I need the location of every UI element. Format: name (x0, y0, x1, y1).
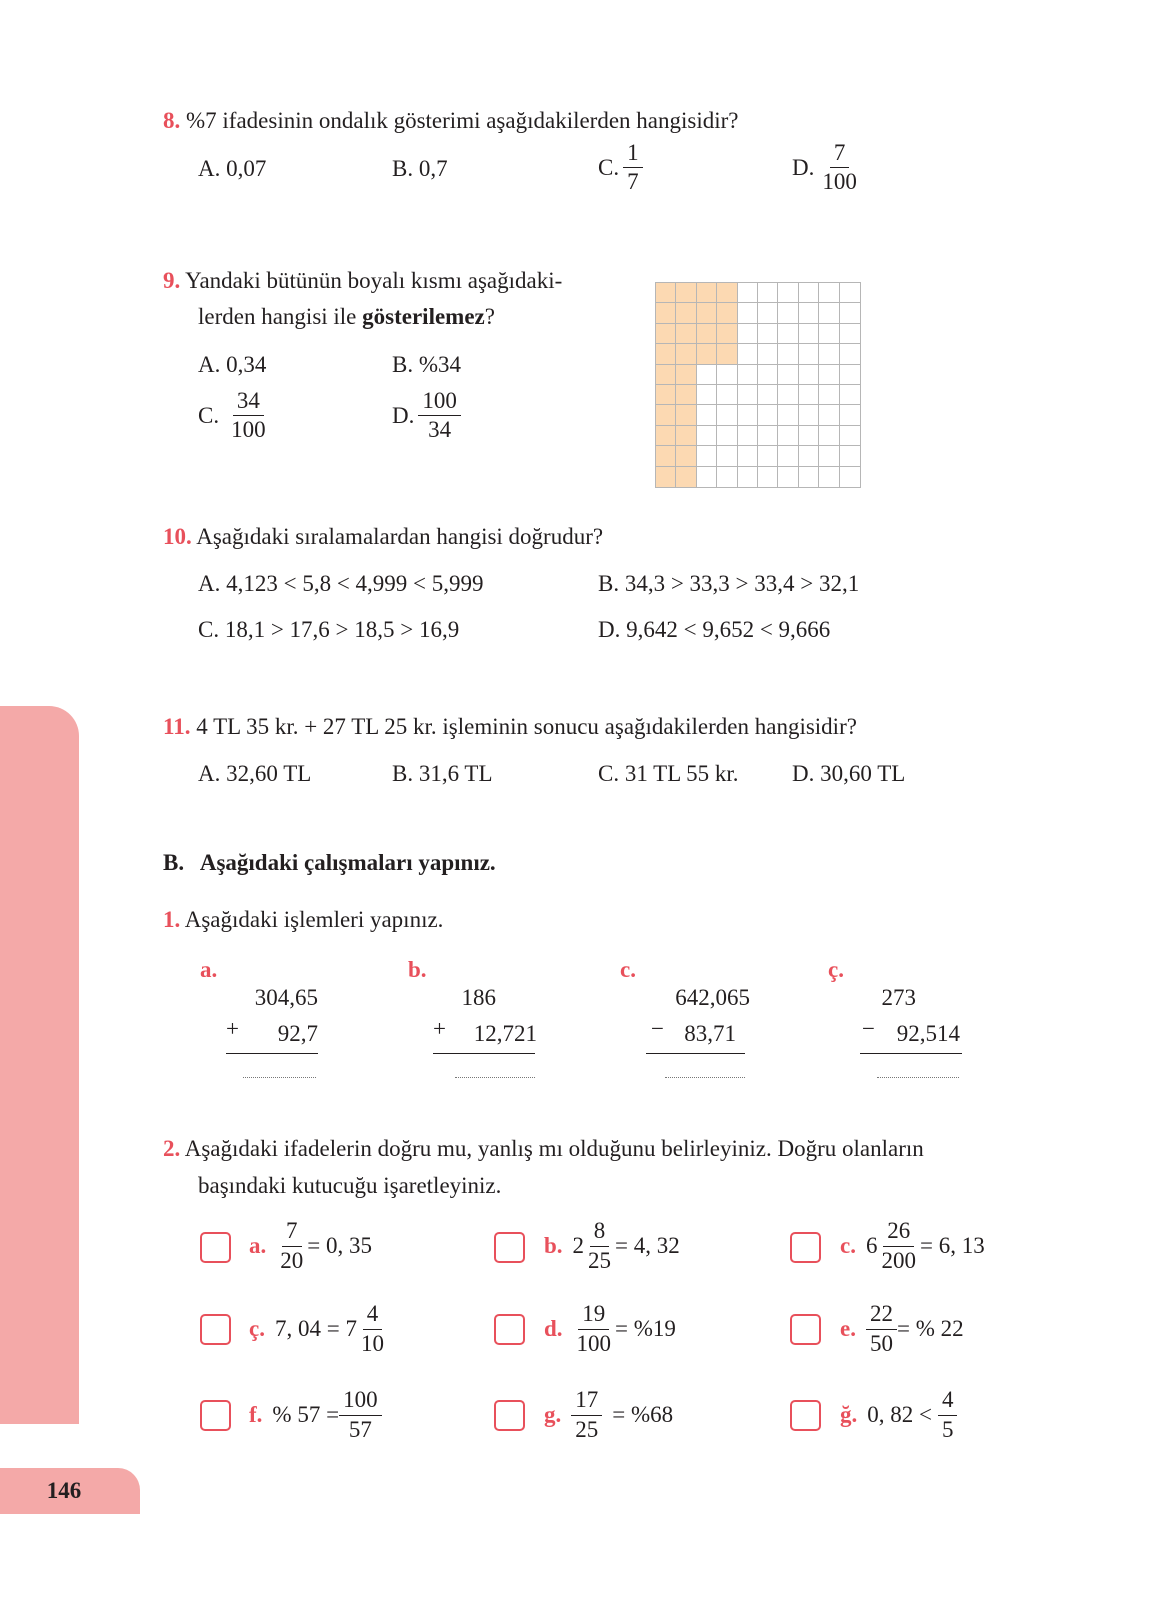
q9-option-d (392, 388, 461, 444)
q8-option-a: A. 0,07 (198, 156, 267, 181)
option-prefix: D. (792, 154, 815, 180)
checkbox-c[interactable] (790, 1232, 821, 1263)
grid-cell (799, 365, 819, 385)
q11-option-a: A. 32,60 TL (198, 761, 312, 786)
op-cc-sign: − (862, 1016, 875, 1041)
question-text: %7 ifadesinin ondalık gösterimi aşağıdakilerden hangisidir? (186, 108, 739, 133)
numerator: 34 (233, 388, 264, 416)
op-cc-line (860, 1053, 962, 1054)
grid-cell (738, 324, 758, 344)
op-b-bottom: 12,721 (473, 1021, 537, 1046)
grid-cell (697, 385, 717, 405)
exercise-text-line1: Aşağıdaki ifadelerin doğru mu, yanlış mı olduğunu belirleyiniz. Doğru olanların (184, 1136, 924, 1161)
grid-cell (799, 385, 819, 405)
grid-cell (819, 303, 839, 323)
statement-label: f. (249, 1402, 263, 1427)
checkbox-a[interactable] (200, 1232, 231, 1263)
q9-option-b: B. %34 (392, 352, 461, 377)
grid-cell (697, 467, 717, 487)
exercise-2 (163, 1136, 924, 1162)
denominator: 100 (822, 169, 857, 195)
exercise-number: 1. (163, 907, 181, 932)
grid-cell (676, 426, 696, 446)
grid-cell (676, 405, 696, 425)
statement-b (544, 1215, 680, 1277)
q10-option-a: A. 4,123 < 5,8 < 4,999 < 5,999 (198, 571, 484, 596)
question-10 (163, 524, 603, 550)
grid-cell (676, 344, 696, 364)
grid-cell (676, 303, 696, 323)
op-c-line (646, 1053, 745, 1054)
denominator: 100 (231, 417, 266, 443)
op-a-bottom: 92,7 (277, 1021, 318, 1046)
grid-cell (656, 446, 676, 466)
grid-cell (676, 446, 696, 466)
side-band (0, 706, 79, 1424)
grid-cell (656, 467, 676, 487)
grid-cell (778, 426, 798, 446)
grid-cell (758, 385, 778, 405)
statement-cc (249, 1298, 388, 1360)
checkbox-gg[interactable] (790, 1400, 821, 1431)
denominator: 25 (588, 1247, 612, 1273)
grid-cell (738, 365, 758, 385)
grid-cell (697, 405, 717, 425)
numerator: 8 (590, 1218, 610, 1246)
grid-cell (656, 426, 676, 446)
statement-a (249, 1215, 372, 1277)
q8-option-b: B. 0,7 (392, 156, 448, 181)
question-number: 9. (163, 268, 181, 293)
option-prefix: D. (392, 402, 415, 428)
q11-option-d: D. 30,60 TL (792, 761, 906, 786)
grid-cell (738, 446, 758, 466)
op-cc-bottom: 92,514 (896, 1021, 960, 1046)
q10-option-c: C. 18,1 > 17,6 > 18,5 > 16,9 (198, 617, 460, 642)
grid-cell (717, 426, 737, 446)
op-b-sign: + (433, 1016, 446, 1041)
grid-cell (717, 446, 737, 466)
grid-cell (717, 344, 737, 364)
op-c-answer-line[interactable] (665, 1077, 745, 1078)
fraction (938, 1387, 958, 1443)
statement-label: d. (544, 1316, 563, 1341)
checkbox-d[interactable] (494, 1314, 525, 1345)
grid-cell (758, 426, 778, 446)
grid-cell (697, 283, 717, 303)
statement-label: ğ. (840, 1402, 858, 1427)
op-b-top: 186 (461, 985, 496, 1010)
grid-cell (778, 385, 798, 405)
question-number: 11. (163, 714, 191, 739)
grid-cell (738, 467, 758, 487)
denominator: 7 (627, 169, 639, 195)
checkbox-e[interactable] (790, 1314, 821, 1345)
grid-cell (758, 283, 778, 303)
fraction (623, 140, 643, 196)
statement-lhs: 7, 04 = 7 (274, 1316, 357, 1341)
grid-cell (656, 385, 676, 405)
grid-cell (840, 385, 860, 405)
statement-rhs: = 0, 35 (307, 1233, 372, 1258)
question-text-line1: Yandaki bütünün boyalı kısmı aşağıdaki- (185, 268, 563, 293)
grid-cell (840, 467, 860, 487)
question-9 (163, 268, 562, 294)
grid-cell (840, 344, 860, 364)
grid-cell (697, 426, 717, 446)
denominator: 50 (869, 1330, 893, 1356)
grid-cell (778, 405, 798, 425)
grid-cell (799, 405, 819, 425)
grid-cell (758, 405, 778, 425)
statement-gg (840, 1384, 957, 1446)
grid-cell (819, 344, 839, 364)
grid-cell (799, 446, 819, 466)
denominator: 57 (348, 1416, 372, 1442)
fraction (339, 1387, 382, 1443)
statement-d (544, 1298, 676, 1360)
grid-cell (676, 324, 696, 344)
op-c-label: c. (620, 957, 636, 982)
grid-cell (758, 365, 778, 385)
grid-cell (717, 365, 737, 385)
grid-cell (738, 283, 758, 303)
numerator: 7 (830, 140, 850, 168)
statement-c (840, 1215, 985, 1277)
exercise-text: Aşağıdaki işlemleri yapınız. (184, 907, 444, 932)
fraction (571, 1387, 602, 1443)
op-a-line (226, 1053, 318, 1054)
q9-option-a: A. 0,34 (198, 352, 267, 377)
whole-part: 2 (572, 1233, 585, 1258)
statement-rhs: = % 22 (896, 1316, 964, 1341)
grid-cell (697, 446, 717, 466)
q11-option-b: B. 31,6 TL (392, 761, 493, 786)
text-pre: lerden hangisi ile (198, 304, 363, 329)
fraction (357, 1301, 388, 1357)
op-a-label: a. (200, 957, 218, 982)
statement-label: c. (840, 1233, 856, 1258)
grid-cell (717, 303, 737, 323)
grid-cell (799, 303, 819, 323)
grid-cell (778, 365, 798, 385)
statement-g (544, 1384, 673, 1446)
grid-cell (799, 467, 819, 487)
statement-label: a. (249, 1233, 267, 1258)
grid-cell (656, 365, 676, 385)
grid-cell (778, 324, 798, 344)
grid-cell (840, 426, 860, 446)
grid-cell (819, 324, 839, 344)
q10-option-b: B. 34,3 > 33,3 > 33,4 > 32,1 (598, 571, 860, 596)
fraction (866, 1301, 897, 1357)
op-a-answer-line[interactable] (243, 1077, 316, 1078)
question-number: 10. (163, 524, 192, 549)
grid-cell (840, 405, 860, 425)
grid-cell (656, 324, 676, 344)
page-number: 146 (46, 1478, 82, 1503)
numerator: 4 (938, 1387, 958, 1415)
grid-cell (738, 385, 758, 405)
statement-rhs: = %19 (615, 1316, 676, 1341)
fraction (276, 1218, 307, 1274)
denominator: 10 (360, 1330, 384, 1356)
q8-option-d (792, 140, 861, 196)
grid-cell (697, 365, 717, 385)
statement-f (249, 1384, 382, 1446)
grid-cell (676, 467, 696, 487)
grid-cell (840, 365, 860, 385)
grid-cell (717, 405, 737, 425)
grid-cell (758, 467, 778, 487)
q10-option-d: D. 9,642 < 9,652 < 9,666 (598, 617, 831, 642)
checkbox-g[interactable] (494, 1400, 525, 1431)
grid-cell (799, 283, 819, 303)
exercise-number: 2. (163, 1136, 181, 1161)
op-b-label: b. (408, 957, 427, 982)
denominator: 20 (280, 1247, 304, 1273)
grid-cell (778, 303, 798, 323)
op-c-top: 642,065 (675, 985, 750, 1010)
grid-cell (717, 385, 737, 405)
numerator: 1 (623, 140, 643, 168)
q11-option-c: C. 31 TL 55 kr. (598, 761, 739, 786)
grid-cell (697, 324, 717, 344)
hundred-grid (655, 282, 861, 488)
numerator: 17 (571, 1387, 602, 1415)
statement-rhs: = %68 (612, 1402, 674, 1427)
question-text: Aşağıdaki sıralamalardan hangisi doğrudur? (196, 524, 604, 549)
statement-lhs: 0, 82 < (867, 1402, 932, 1427)
grid-cell (778, 446, 798, 466)
fraction (573, 1301, 616, 1357)
numerator: 26 (883, 1218, 914, 1246)
grid-cell (738, 303, 758, 323)
checkbox-f[interactable] (200, 1400, 231, 1431)
grid-cell (717, 283, 737, 303)
op-a-sign: + (226, 1016, 239, 1041)
statement-rhs: = 4, 32 (615, 1233, 680, 1258)
grid-cell (819, 405, 839, 425)
grid-cell (656, 405, 676, 425)
grid-cell (738, 344, 758, 364)
exercise-text-line2: başındaki kutucuğu işaretleyiniz. (198, 1173, 502, 1198)
section-title: Aşağıdaki çalışmaları yapınız. (199, 850, 496, 875)
grid-cell (697, 303, 717, 323)
grid-cell (738, 405, 758, 425)
denominator: 34 (428, 417, 452, 443)
grid-cell (819, 385, 839, 405)
numerator: 100 (418, 388, 461, 416)
fraction (418, 388, 461, 444)
checkbox-b[interactable] (494, 1232, 525, 1263)
fraction (818, 140, 861, 196)
op-cc-answer-line[interactable] (877, 1077, 959, 1078)
op-cc-top: 273 (881, 985, 916, 1010)
grid-cell (656, 283, 676, 303)
exercise-1 (163, 907, 443, 933)
op-c-bottom: 83,71 (684, 1021, 736, 1046)
question-8 (163, 108, 739, 134)
section-label: B. (163, 850, 185, 875)
numerator: 4 (363, 1301, 383, 1329)
grid-cell (676, 385, 696, 405)
statement-label: ç. (249, 1316, 265, 1341)
numerator: 19 (578, 1301, 609, 1329)
section-b-heading (163, 850, 496, 876)
statement-label: g. (544, 1402, 562, 1427)
grid-cell (819, 446, 839, 466)
q9-option-c (198, 388, 270, 444)
grid-cell (676, 365, 696, 385)
denominator: 100 (576, 1330, 612, 1356)
denominator: 25 (575, 1416, 599, 1442)
statement-label: b. (544, 1233, 563, 1258)
option-prefix: C. (198, 402, 220, 428)
grid-cell (778, 467, 798, 487)
grid-cell (758, 344, 778, 364)
grid-cell (840, 283, 860, 303)
grid-cell (676, 283, 696, 303)
grid-cell (819, 426, 839, 446)
q8-option-c (598, 140, 643, 196)
grid-cell (840, 324, 860, 344)
op-b-answer-line[interactable] (455, 1077, 535, 1078)
op-cc-label: ç. (828, 957, 844, 982)
grid-cell (758, 446, 778, 466)
numerator: 22 (866, 1301, 897, 1329)
grid-cell (819, 283, 839, 303)
question-11 (163, 714, 857, 740)
whole-part: 6 (865, 1233, 878, 1258)
statement-lhs: % 57 = (272, 1402, 340, 1427)
grid-cell (840, 446, 860, 466)
text-bold: gösterilemez (362, 304, 485, 329)
grid-cell (819, 365, 839, 385)
grid-cell (758, 324, 778, 344)
statement-e (840, 1298, 964, 1360)
fraction (877, 1218, 920, 1274)
option-prefix: C. (598, 154, 620, 180)
grid-cell (799, 344, 819, 364)
op-c-sign: − (651, 1016, 664, 1041)
statement-label: e. (840, 1316, 856, 1341)
grid-cell (840, 303, 860, 323)
denominator: 200 (881, 1247, 916, 1273)
grid-cell (717, 324, 737, 344)
fraction (227, 388, 270, 444)
question-number: 8. (163, 108, 181, 133)
grid-cell (738, 426, 758, 446)
grid-cell (778, 344, 798, 364)
grid-cell (758, 303, 778, 323)
grid-cell (656, 303, 676, 323)
statement-rhs: = 6, 13 (919, 1233, 985, 1258)
grid-cell (819, 467, 839, 487)
grid-cell (799, 324, 819, 344)
op-b-line (433, 1053, 535, 1054)
grid-cell (717, 467, 737, 487)
numerator: 100 (339, 1387, 382, 1415)
numerator: 7 (282, 1218, 302, 1246)
checkbox-cc[interactable] (200, 1314, 231, 1345)
text-post: ? (484, 304, 495, 329)
fraction (584, 1218, 615, 1274)
grid-cell (656, 344, 676, 364)
grid-cell (778, 283, 798, 303)
question-text-line2 (198, 304, 495, 330)
grid-cell (697, 344, 717, 364)
question-text: 4 TL 35 kr. + 27 TL 25 kr. işleminin sonucu aşağıdakilerden hangisidir? (196, 714, 857, 739)
op-a-top: 304,65 (254, 985, 318, 1010)
denominator: 5 (941, 1416, 954, 1442)
grid-cell (799, 426, 819, 446)
